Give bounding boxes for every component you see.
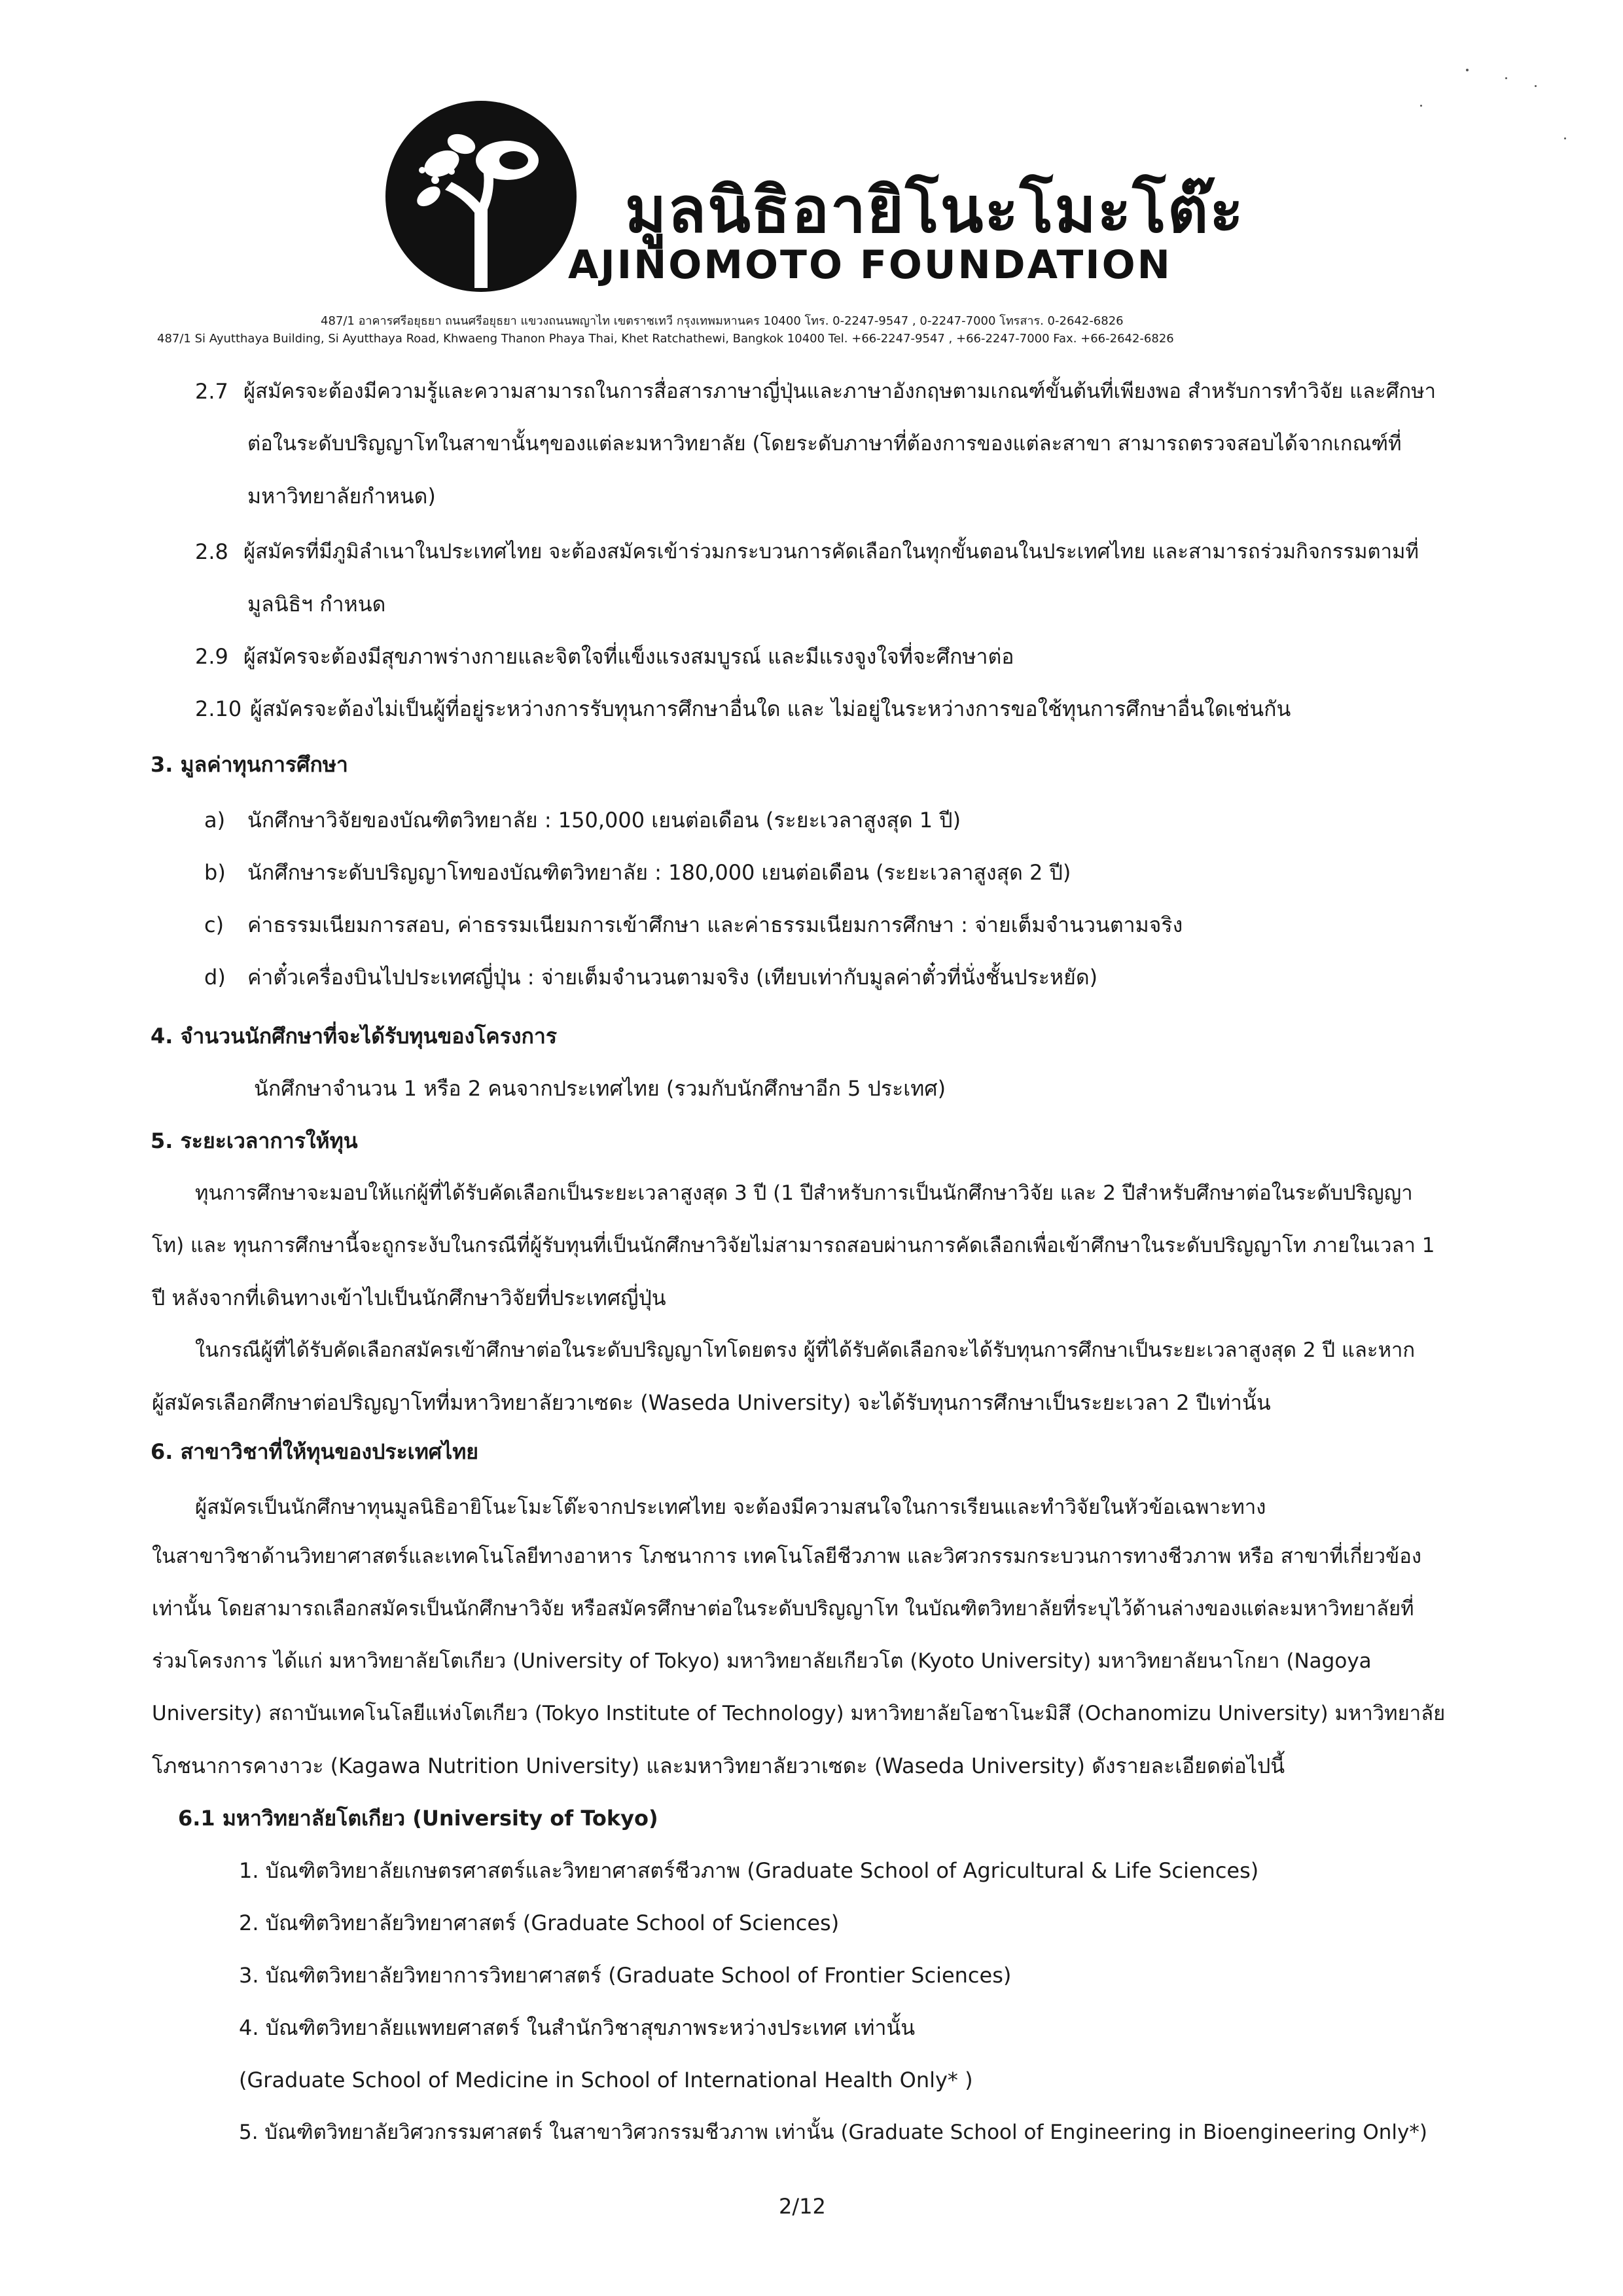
- subsection-6-1-heading: 6.1 มหาวิทยาลัยโตเกียว (University of Tokyo): [178, 1806, 658, 1831]
- section-5-para-1-line-3: ปี หลังจากที่เดินทางเข้าไปเป็นนักศึกษาวิจัยที่ประเทศญี่ปุ่น: [152, 1285, 666, 1310]
- section-5-para-2-line-1: ในกรณีผู้ที่ได้รับคัดเลือกสมัครเข้าศึกษาต่อในระดับปริญญาโทโดยตรง ผู้ที่ได้รับคัดเลือกจะได้รับทุนการศึกษาเป็นระยะเวลาสูงสุด 2 ปี และหาก: [195, 1338, 1416, 1362]
- section-6-para-line-1: ผู้สมัครเป็นนักศึกษาทุนมูลนิธิอายิโนะโมะโต๊ะจากประเทศไทย จะต้องมีความสนใจในการเรียนและทำวิจัยในหัวข้อเฉพาะทาง: [195, 1496, 1266, 1519]
- section-3-item-c-label: c): [204, 912, 224, 937]
- section-3-item-a: นักศึกษาวิจัยของบัณฑิตวิทยาลัย : 150,000 เยนต่อเดือน (ระยะเวลาสูงสุด 1 ปี): [247, 808, 961, 833]
- address-english: 487/1 Si Ayutthaya Building, Si Ayutthaya Road, Khwaeng Thanon Phaya Thai, Khet Ratchathewi, Bangkok 10400 Tel. +66-2247-9547 , +66-2247-7000 Fax. +66-2642-6826: [157, 332, 1174, 346]
- section-3-item-d-label: d): [204, 965, 226, 990]
- tokyo-school-1: 1. บัณฑิตวิทยาลัยเกษตรศาสตร์และวิทยาศาสตร์ชีวภาพ (Graduate School of Agricultural & Life Sciences): [239, 1858, 1259, 1883]
- section-3-item-d: ค่าตั๋วเครื่องบินไปประเทศญี่ปุ่น : จ่ายเต็มจำนวนตามจริง (เทียบเท่ากับมูลค่าตั๋วที่นั่งชั้นประหยัด): [247, 965, 1098, 990]
- section-4-heading: 4. จำนวนนักศึกษาที่จะได้รับทุนของโครงการ: [151, 1024, 558, 1049]
- tokyo-school-4: 4. บัณฑิตวิทยาลัยแพทยศาสตร์ ในสำนักวิชาสุขภาพระหว่างประเทศ เท่านั้น: [239, 2015, 916, 2040]
- page-number: 2/12: [779, 2194, 826, 2219]
- section-5-para-1-line-1: ทุนการศึกษาจะมอบให้แก่ผู้ที่ได้รับคัดเลือกเป็นระยะเวลาสูงสุด 3 ปี (1 ปีสำหรับการเป็นนักศึกษาวิจัย และ 2 ปีสำหรับศึกษาต่อในระดับปริญญา: [195, 1181, 1413, 1205]
- section-6-para-line-5: University) สถาบันเทคโนโลยีแห่งโตเกียว (Tokyo Institute of Technology) มหาวิทยาลัยโอชาโนะมิสึ (Ochanomizu University) มหาวิทยาลัย: [152, 1702, 1446, 1725]
- item-2-7-number: 2.7: [195, 379, 228, 404]
- item-2-7-line-2: ต่อในระดับปริญญาโทในสาขานั้นๆของแต่ละมหาวิทยาลัย (โดยระดับภาษาที่ต้องการของแต่ละสาขา สามารถตรวจสอบได้จากเกณฑ์ที่: [247, 432, 1402, 456]
- section-6-para-line-2: ในสาขาวิชาด้านวิทยาศาสตร์และเทคโนโลยีทางอาหาร โภชนาการ เทคโนโลยีชีวภาพ และวิศวกรรมกระบวนการทางชีวภาพ หรือ สาขาที่เกี่ยวข้อง: [152, 1545, 1421, 1568]
- section-4-text: นักศึกษาจำนวน 1 หรือ 2 คนจากประเทศไทย (รวมกับนักศึกษาอีก 5 ประเทศ): [254, 1076, 946, 1101]
- item-2-7-line-1: ผู้สมัครจะต้องมีความรู้และความสามารถในการสื่อสารภาษาญี่ปุ่นและภาษาอังกฤษตามเกณฑ์ขั้นต้นที่เพียงพอ สำหรับการทำวิจัย และศึกษา: [243, 380, 1436, 403]
- section-5-para-1-line-2: โท) และ ทุนการศึกษานี้จะถูกระงับในกรณีที่ผู้รับทุนที่เป็นนักศึกษาวิจัยไม่สามารถสอบผ่านการคัดเลือกเพื่อเข้าศึกษาในระดับปริญญาโท ภายในเวลา 1: [152, 1234, 1435, 1257]
- section-3-item-b: นักศึกษาระดับปริญญาโทของบัณฑิตวิทยาลัย : 180,000 เยนต่อเดือน (ระยะเวลาสูงสุด 2 ปี): [247, 860, 1071, 885]
- section-6-para-line-3: เท่านั้น โดยสามารถเลือกสมัครเป็นนักศึกษาวิจัย หรือสมัครศึกษาต่อในระดับปริญญาโท ในบัณฑิตวิทยาลัยที่ระบุไว้ด้านล่างของแต่ละมหาวิทยาลัยที่: [152, 1597, 1414, 1621]
- address-thai: 487/1 อาคารศรีอยุธยา ถนนศรีอยุธยา แขวงถนนพญาไท เขตราชเทวี กรุงเทพมหานคร 10400 โทร. 0-2247-9547 , 0-2247-7000 โทรสาร. 0-2642-6826: [321, 314, 1124, 328]
- section-6-heading: 6. สาขาวิชาที่ให้ทุนของประเทศไทย: [151, 1439, 479, 1464]
- item-2-8-line-2: มูลนิธิฯ กำหนด: [247, 592, 386, 617]
- item-2-9-number: 2.9: [195, 644, 228, 669]
- section-3-item-b-label: b): [204, 860, 226, 885]
- item-2-8-line-1: ผู้สมัครที่มีภูมิลำเนาในประเทศไทย จะต้องสมัครเข้าร่วมกระบวนการคัดเลือกในทุกขั้นตอนในประเทศไทย และสามารถร่วมกิจกรรมตามที่: [243, 540, 1419, 564]
- item-2-10-line-1: ผู้สมัครจะต้องไม่เป็นผู้ที่อยู่ระหว่างการรับทุนการศึกษาอื่นใด และ ไม่อยู่ในระหว่างการขอใช้ทุนการศึกษาอื่นใดเช่นกัน: [250, 696, 1291, 721]
- org-name-english: AJINOMOTO FOUNDATION: [568, 242, 1172, 288]
- section-3-heading: 3. มูลค่าทุนการศึกษา: [151, 752, 348, 777]
- section-3-item-a-label: a): [204, 808, 226, 833]
- item-2-8-number: 2.8: [195, 539, 228, 564]
- tokyo-school-4-english: (Graduate School of Medicine in School of International Health Only* ): [239, 2068, 973, 2092]
- item-2-10-number: 2.10: [195, 696, 242, 721]
- tokyo-school-5: 5. บัณฑิตวิทยาลัยวิศวกรรมศาสตร์ ในสาขาวิศวกรรมชีวภาพ เท่านั้น (Graduate School of Engineering in Bioengineering Only*): [239, 2121, 1427, 2144]
- item-2-9-line-1: ผู้สมัครจะต้องมีสุขภาพร่างกายและจิตใจที่แข็งแรงสมบูรณ์ และมีแรงจูงใจที่จะศึกษาต่อ: [243, 644, 1014, 669]
- tokyo-school-2: 2. บัณฑิตวิทยาลัยวิทยาศาสตร์ (Graduate School of Sciences): [239, 1910, 840, 1935]
- tokyo-school-3: 3. บัณฑิตวิทยาลัยวิทยาการวิทยาศาสตร์ (Graduate School of Frontier Sciences): [239, 1963, 1012, 1988]
- section-6-para-line-6: โภชนาการคางาวะ (Kagawa Nutrition University) และมหาวิทยาลัยวาเซดะ (Waseda University) ดังรายละเอียดต่อไปนี้: [152, 1753, 1285, 1778]
- section-6-para-line-4: ร่วมโครงการ ได้แก่ มหาวิทยาลัยโตเกียว (University of Tokyo) มหาวิทยาลัยเกียวโต (Kyoto University) มหาวิทยาลัยนาโกยา (Nagoya: [152, 1649, 1372, 1673]
- item-2-7-line-3: มหาวิทยาลัยกำหนด): [247, 484, 436, 509]
- section-5-para-2-line-2: ผู้สมัครเลือกศึกษาต่อปริญญาโทที่มหาวิทยาลัยวาเซดะ (Waseda University) จะได้รับทุนการศึกษาเป็นระยะเวลา 2 ปีเท่านั้น: [152, 1390, 1271, 1415]
- section-3-item-c: ค่าธรรมเนียมการสอบ, ค่าธรรมเนียมการเข้าศึกษา และค่าธรรมเนียมการศึกษา : จ่ายเต็มจำนวนตามจริง: [247, 912, 1183, 937]
- section-5-heading: 5. ระยะเวลาการให้ทุน: [151, 1128, 358, 1153]
- foundation-tree-logo: [383, 98, 579, 295]
- org-name-thai: มูลนิธิอายิโนะโมะโต๊ะ: [625, 173, 1245, 247]
